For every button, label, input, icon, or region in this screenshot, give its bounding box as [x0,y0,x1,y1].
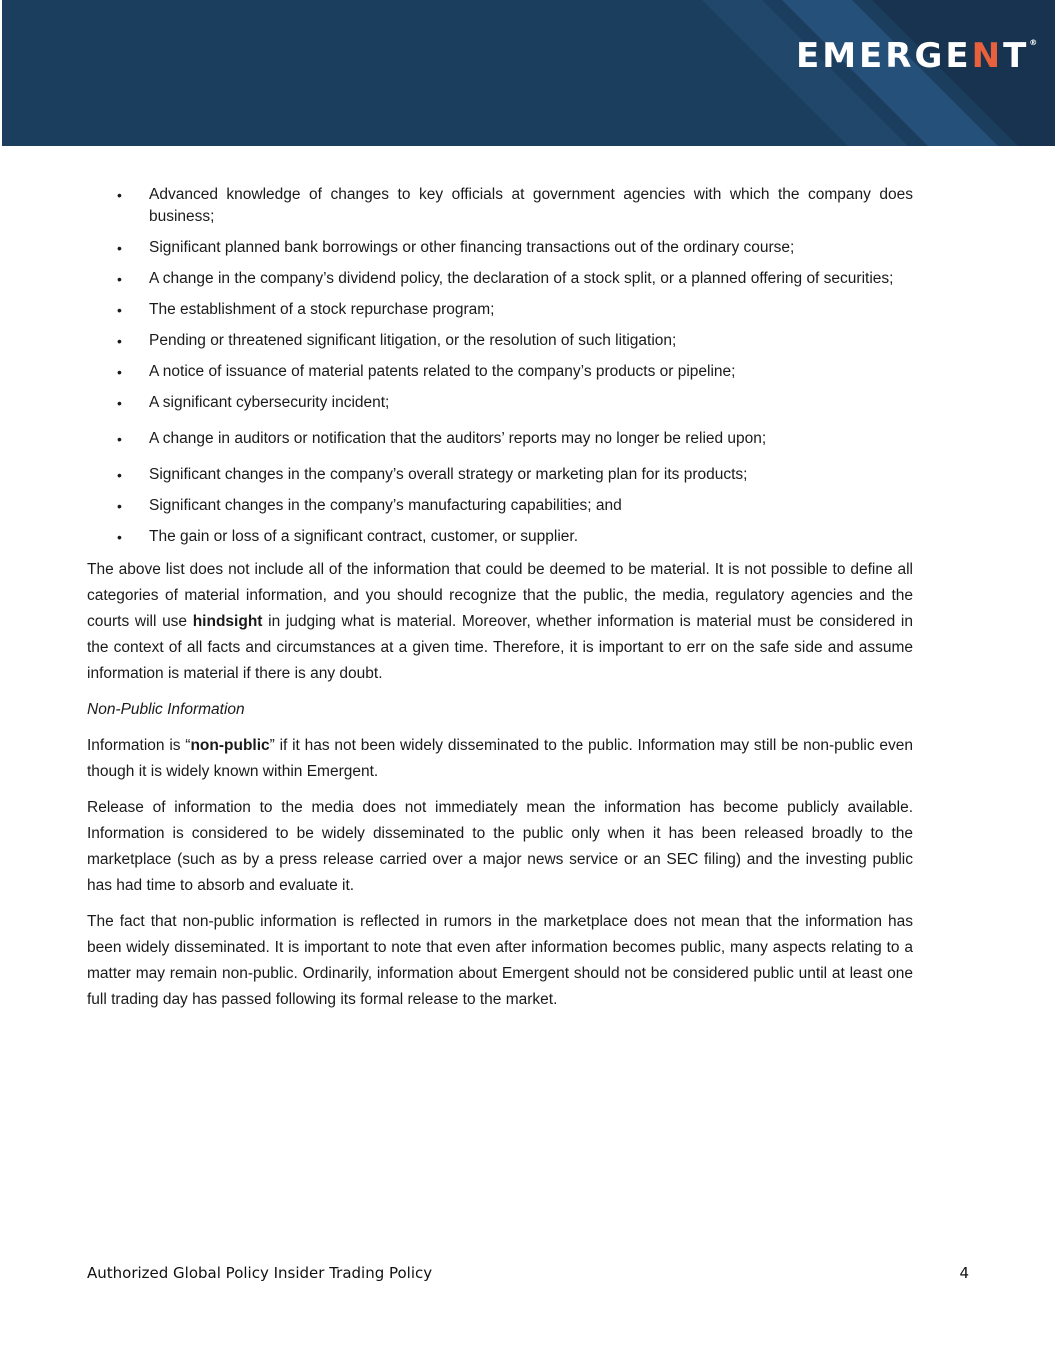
nonpublic-definition-paragraph: Information is “non-public” if it has not been widely disseminated to the public. Information may still be non-public even though it is widely known within Emergent. [87,737,913,780]
release-paragraph: Release of information to the media does not immediately mean the information has become publicly available. Information is considered to be widely disseminated to the public only when it has been released broadly to the marketplace (such as by a press release carried over a major news service or an SEC filing) and the investing public has had time to absorb and evaluate it. [87,799,913,894]
bullet-icon: • [117,498,122,514]
bullet-icon: • [117,187,122,203]
footer-title: Authorized Global Policy Insider Trading Policy [87,1264,433,1282]
bullet-icon: • [117,529,122,545]
list-item: • Significant planned bank borrowings or other financing transactions out of the ordinary course; [87,237,913,259]
page-content [87,184,913,1023]
list-item: • A notice of issuance of material patents related to the company’s products or pipeline; [87,361,913,383]
list-item: • Significant changes in the company’s overall strategy or marketing plan for its products; [87,464,913,486]
material-information-list [87,184,913,548]
page-footer [87,1264,969,1282]
hindsight-emphasis: hindsight [192,613,263,630]
bullet-icon: • [117,467,122,483]
list-item: • A change in the company’s dividend policy, the declaration of a stock split, or a planned offering of securities; [87,268,913,290]
bullet-icon: • [117,364,122,380]
emergent-logo: EMERGENT® [796,36,1038,76]
list-item: • The gain or loss of a significant contract, customer, or supplier. [87,526,913,548]
list-item: • The establishment of a stock repurchase program; [87,299,913,321]
page-number: 4 [959,1264,969,1282]
section-heading: Non-Public Information [87,701,245,718]
list-item: • Pending or threatened significant litigation, or the resolution of such litigation; [87,330,913,352]
rumors-paragraph: The fact that non-public information is reflected in rumors in the marketplace does not mean that the information has been widely disseminated. It is important to note that even after information becomes public, many aspects relating to a matter may remain non-public. Ordinarily, information about Emergent should not be considered public until at least one full trading day has passed following its formal release to the market. [87,913,913,1008]
list-item: • Advanced knowledge of changes to key officials at government agencies with which the company does business; [117,186,913,225]
bullet-icon: • [117,271,122,287]
bullet-icon: • [117,240,122,256]
list-item: • A significant cybersecurity incident; [87,392,913,414]
header-banner [2,0,1055,146]
non-public-emphasis: non-public [190,737,270,754]
materiality-paragraph: The above list does not include all of the information that could be deemed to be material. It is not possible to define all categories of material information, and you should recognize that the public, the media, regulatory agencies and the courts will use hindsight in judging what is material. Moreover, whether information is material must be considered in the context of all facts and circumstances at a given time. Therefore, it is important to err on the safe side and assume information is material if there is any doubt. [87,561,913,682]
bullet-icon: • [117,333,122,349]
bullet-icon: • [117,395,122,411]
list-item: • A change in auditors or notification that the auditors’ reports may no longer be relied upon; [87,423,913,455]
bullet-icon: • [117,302,122,318]
bullet-icon: • [117,431,122,447]
list-item: • Significant changes in the company’s manufacturing capabilities; and [87,495,913,517]
